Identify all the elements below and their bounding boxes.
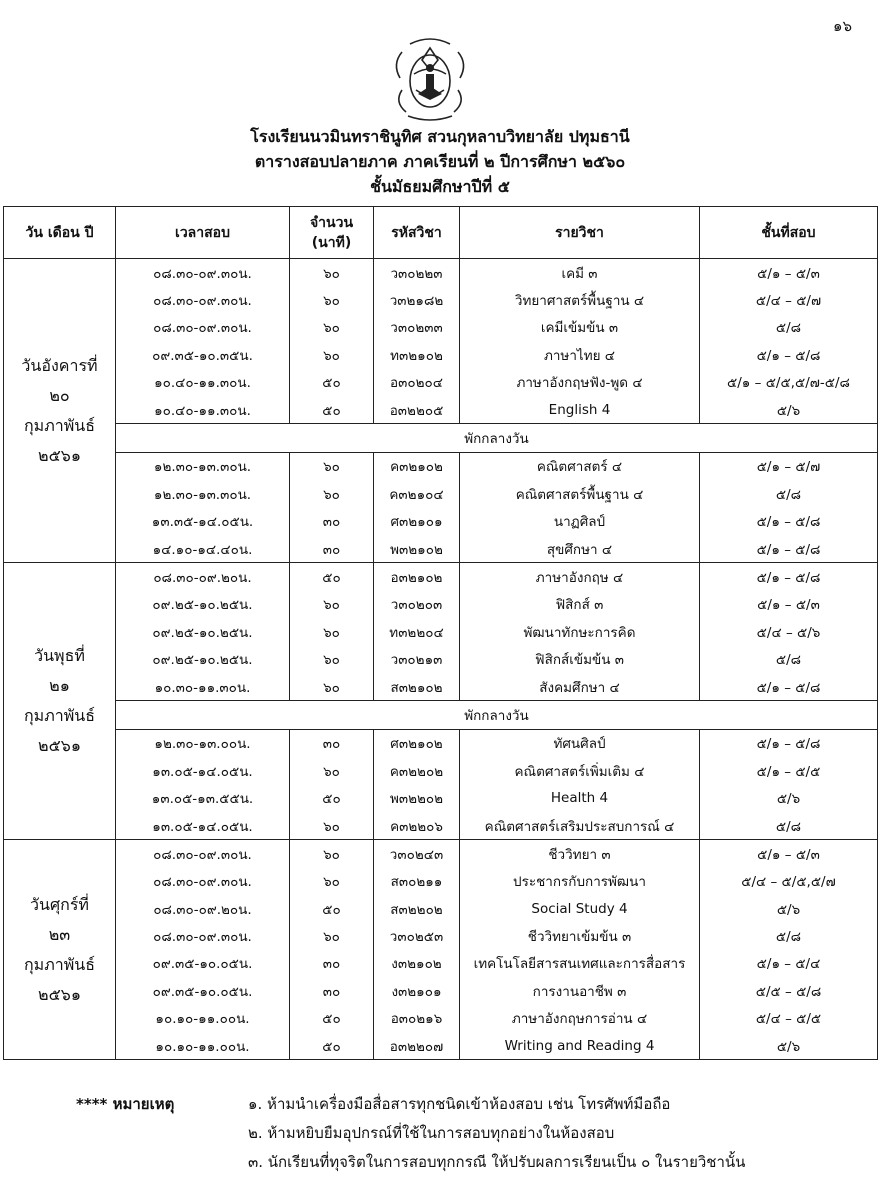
cell-room: ๕/๑ – ๕/๔ bbox=[700, 950, 878, 977]
school-emblem-logo bbox=[386, 34, 474, 124]
cell-room: ๕/๑ – ๕/๘ bbox=[700, 535, 878, 563]
cell-code: ว๓๐๒๒๓ bbox=[374, 259, 460, 287]
exam-row bbox=[4, 757, 878, 784]
remark-item: ๓. นักเรียนที่ทุจริตในการสอบทุกกรณี ให้ปรับผลการเรียนเป็น ๐ ในรายวิชานั้น bbox=[248, 1153, 746, 1171]
cell-subject: ภาษาอังกฤษฟัง-พูด ๔ bbox=[460, 369, 700, 396]
exam-row bbox=[4, 812, 878, 840]
cell-subject: คณิตศาสตร์เพิ่มเติม ๔ bbox=[460, 757, 700, 784]
cell-room: ๕/๔ – ๕/๖ bbox=[700, 618, 878, 645]
cell-minutes: ๖๐ bbox=[290, 452, 374, 480]
cell-code: ว๓๐๒๑๓ bbox=[374, 645, 460, 672]
cell-room: ๕/๔ – ๕/๗ bbox=[700, 286, 878, 313]
cell-time: ๑๓.๐๕-๑๓.๕๕น. bbox=[116, 784, 290, 811]
cell-room: ๕/๖ bbox=[700, 396, 878, 424]
header-room: ชั้นที่สอบ bbox=[700, 207, 878, 259]
remarks-list bbox=[248, 1090, 868, 1177]
cell-code: ส๓๐๒๑๑ bbox=[374, 868, 460, 895]
header-minutes bbox=[290, 207, 374, 259]
cell-code: อ๓๒๑๐๒ bbox=[374, 563, 460, 591]
cell-code: ศ๓๒๑๐๒ bbox=[374, 729, 460, 757]
cell-time: ๐๙.๓๕-๑๐.๐๕น. bbox=[116, 950, 290, 977]
cell-time: ๑๐.๔๐-๑๑.๓๐น. bbox=[116, 396, 290, 424]
exam-day-month: กุมภาพันธ์ bbox=[23, 706, 95, 726]
cell-room: ๕/๑ – ๕/๕,๕/๗-๕/๘ bbox=[700, 369, 878, 396]
cell-subject: ชีววิทยา ๓ bbox=[460, 840, 700, 868]
exam-row bbox=[4, 1005, 878, 1032]
exam-day-day: วันอังคารที่ bbox=[21, 355, 98, 375]
cell-subject: ภาษาอังกฤษ ๔ bbox=[460, 563, 700, 591]
cell-subject: นาฏศิลป์ bbox=[460, 508, 700, 535]
cell-code: ศ๓๒๑๐๑ bbox=[374, 508, 460, 535]
header-minutes-line1: จำนวน bbox=[309, 214, 354, 231]
exam-row bbox=[4, 369, 878, 396]
cell-room: ๕/๑ – ๕/๗ bbox=[700, 452, 878, 480]
exam-row bbox=[4, 618, 878, 645]
exam-day-cell bbox=[4, 259, 116, 563]
cell-time: ๑๓.๐๕-๑๔.๐๕น. bbox=[116, 812, 290, 840]
cell-code: ส๓๒๑๐๒ bbox=[374, 673, 460, 701]
cell-minutes: ๕๐ bbox=[290, 1005, 374, 1032]
cell-minutes: ๓๐ bbox=[290, 729, 374, 757]
cell-time: ๑๐.๑๐-๑๑.๐๐น. bbox=[116, 1032, 290, 1060]
cell-minutes: ๖๐ bbox=[290, 757, 374, 784]
cell-code: ว๓๒๑๘๒ bbox=[374, 286, 460, 313]
schedule-title: ตารางสอบปลายภาค ภาคเรียนที่ ๒ ปีการศึกษา ๒๕๖๐ bbox=[254, 152, 626, 171]
exam-row bbox=[4, 895, 878, 922]
cell-subject: คณิตศาสตร์พื้นฐาน ๔ bbox=[460, 480, 700, 507]
cell-minutes: ๖๐ bbox=[290, 645, 374, 672]
cell-time: ๑๐.๔๐-๑๑.๓๐น. bbox=[116, 369, 290, 396]
cell-minutes: ๖๐ bbox=[290, 840, 374, 868]
cell-minutes: ๖๐ bbox=[290, 259, 374, 287]
exam-day-date: ๒๓ bbox=[48, 924, 71, 944]
cell-subject: Health 4 bbox=[460, 784, 700, 811]
cell-code: ง๓๒๑๐๒ bbox=[374, 950, 460, 977]
exam-row bbox=[4, 784, 878, 811]
school-name: โรงเรียนนวมินทราชินูทิศ สวนกุหลาบวิทยาลัย ปทุมธานี bbox=[250, 127, 630, 146]
exam-row bbox=[4, 977, 878, 1004]
cell-minutes: ๕๐ bbox=[290, 1032, 374, 1060]
cell-time: ๑๒.๓๐-๑๓.๐๐น. bbox=[116, 729, 290, 757]
exam-row bbox=[4, 452, 878, 480]
exam-row bbox=[4, 259, 878, 287]
cell-time: ๐๙.๒๕-๑๐.๒๕น. bbox=[116, 591, 290, 618]
lunch-break-label: พักกลางวัน bbox=[116, 424, 878, 452]
exam-row bbox=[4, 341, 878, 368]
cell-time: ๑๓.๓๕-๑๔.๐๕น. bbox=[116, 508, 290, 535]
cell-code: ค๓๒๒๐๒ bbox=[374, 757, 460, 784]
cell-room: ๕/๑ – ๕/๘ bbox=[700, 341, 878, 368]
cell-minutes: ๕๐ bbox=[290, 563, 374, 591]
cell-room: ๕/๘ bbox=[700, 480, 878, 507]
cell-code: อ๓๐๒๐๔ bbox=[374, 369, 460, 396]
exam-row bbox=[4, 591, 878, 618]
exam-row bbox=[4, 508, 878, 535]
cell-minutes: ๕๐ bbox=[290, 396, 374, 424]
header-row bbox=[4, 207, 878, 259]
cell-time: ๐๘.๓๐-๐๙.๓๐น. bbox=[116, 922, 290, 949]
cell-room: ๕/๘ bbox=[700, 645, 878, 672]
header-time: เวลาสอบ bbox=[116, 207, 290, 259]
exam-day-date: ๒๐ bbox=[49, 385, 70, 405]
cell-time: ๐๘.๓๐-๐๙.๓๐น. bbox=[116, 314, 290, 341]
exam-row bbox=[4, 1032, 878, 1060]
cell-subject: ภาษาอังกฤษการอ่าน ๔ bbox=[460, 1005, 700, 1032]
remark-item: ๑. ห้ามนำเครื่องมือสื่อสารทุกชนิดเข้าห้องสอบ เช่น โทรศัพท์มือถือ bbox=[248, 1095, 671, 1113]
cell-time: ๐๘.๓๐-๐๙.๓๐น. bbox=[116, 259, 290, 287]
cell-subject: เคมีเข้มข้น ๓ bbox=[460, 314, 700, 341]
cell-minutes: ๖๐ bbox=[290, 341, 374, 368]
exam-schedule-table bbox=[3, 206, 878, 1060]
exam-day-month: กุมภาพันธ์ bbox=[23, 415, 95, 435]
cell-room: ๕/๑ – ๕/๘ bbox=[700, 729, 878, 757]
cell-room: ๕/๕ – ๕/๘ bbox=[700, 977, 878, 1004]
cell-code: พ๓๒๑๐๒ bbox=[374, 535, 460, 563]
cell-time: ๑๒.๓๐-๑๓.๓๐น. bbox=[116, 452, 290, 480]
cell-time: ๑๓.๐๕-๑๔.๐๕น. bbox=[116, 757, 290, 784]
cell-room: ๕/๑ – ๕/๕ bbox=[700, 757, 878, 784]
exam-row bbox=[4, 535, 878, 563]
cell-subject: Writing and Reading 4 bbox=[460, 1032, 700, 1060]
cell-subject: สุขศึกษา ๔ bbox=[460, 535, 700, 563]
cell-room: ๕/๑ – ๕/๘ bbox=[700, 563, 878, 591]
cell-code: ท๓๒๒๐๔ bbox=[374, 618, 460, 645]
cell-time: ๐๙.๓๕-๑๐.๓๕น. bbox=[116, 341, 290, 368]
remarks-label: **** หมายเหตุ bbox=[76, 1095, 175, 1113]
cell-code: ท๓๒๑๐๒ bbox=[374, 341, 460, 368]
cell-subject: สังคมศึกษา ๔ bbox=[460, 673, 700, 701]
cell-code: อ๓๒๒๐๕ bbox=[374, 396, 460, 424]
cell-time: ๐๘.๓๐-๐๙.๒๐น. bbox=[116, 895, 290, 922]
header-date: วัน เดือน ปี bbox=[4, 207, 116, 259]
exam-day-day: วันศุกร์ที่ bbox=[30, 894, 89, 914]
cell-minutes: ๕๐ bbox=[290, 895, 374, 922]
schedule-body bbox=[4, 259, 878, 1060]
cell-room: ๕/๘ bbox=[700, 812, 878, 840]
cell-room: ๕/๘ bbox=[700, 922, 878, 949]
exam-row bbox=[4, 729, 878, 757]
cell-minutes: ๕๐ bbox=[290, 784, 374, 811]
cell-time: ๐๘.๓๐-๐๙.๓๐น. bbox=[116, 868, 290, 895]
cell-code: ส๓๒๒๐๒ bbox=[374, 895, 460, 922]
cell-time: ๐๙.๒๕-๑๐.๒๕น. bbox=[116, 618, 290, 645]
exam-day-day: วันพุธที่ bbox=[34, 646, 85, 666]
document-heading bbox=[0, 124, 880, 199]
cell-subject: ประชากรกับการพัฒนา bbox=[460, 868, 700, 895]
cell-time: ๐๙.๒๕-๑๐.๒๕น. bbox=[116, 645, 290, 672]
cell-room: ๕/๑ – ๕/๓ bbox=[700, 591, 878, 618]
exam-day-cell bbox=[4, 563, 116, 840]
cell-subject: Social Study 4 bbox=[460, 895, 700, 922]
cell-minutes: ๖๐ bbox=[290, 480, 374, 507]
cell-room: ๕/๘ bbox=[700, 314, 878, 341]
cell-room: ๕/๑ – ๕/๓ bbox=[700, 259, 878, 287]
cell-time: ๑๐.๑๐-๑๑.๐๐น. bbox=[116, 1005, 290, 1032]
cell-time: ๑๐.๓๐-๑๑.๓๐น. bbox=[116, 673, 290, 701]
cell-room: ๕/๖ bbox=[700, 895, 878, 922]
cell-subject: ภาษาไทย ๔ bbox=[460, 341, 700, 368]
cell-time: ๐๘.๓๐-๐๙.๒๐น. bbox=[116, 563, 290, 591]
cell-room: ๕/๖ bbox=[700, 1032, 878, 1060]
cell-code: ว๓๐๒๕๓ bbox=[374, 922, 460, 949]
cell-minutes: ๖๐ bbox=[290, 591, 374, 618]
cell-minutes: ๓๐ bbox=[290, 950, 374, 977]
exam-day-year: ๒๕๖๑ bbox=[38, 984, 81, 1004]
cell-room: ๕/๑ – ๕/๘ bbox=[700, 673, 878, 701]
cell-subject: English 4 bbox=[460, 396, 700, 424]
exam-row bbox=[4, 314, 878, 341]
exam-row bbox=[4, 563, 878, 591]
lunch-break-row bbox=[4, 424, 878, 452]
cell-minutes: ๕๐ bbox=[290, 369, 374, 396]
exam-day-cell bbox=[4, 840, 116, 1060]
cell-minutes: ๖๐ bbox=[290, 618, 374, 645]
cell-code: ว๓๐๒๓๓ bbox=[374, 314, 460, 341]
header-subject: รายวิชา bbox=[460, 207, 700, 259]
exam-day-year: ๒๕๖๑ bbox=[38, 445, 81, 465]
cell-subject: เคมี ๓ bbox=[460, 259, 700, 287]
cell-subject: พัฒนาทักษะการคิด bbox=[460, 618, 700, 645]
cell-minutes: ๖๐ bbox=[290, 286, 374, 313]
exam-day-year: ๒๕๖๑ bbox=[38, 736, 81, 756]
page-number: ๑๖ bbox=[832, 17, 852, 35]
header-minutes-line2: (นาที) bbox=[311, 234, 352, 251]
lunch-break-row bbox=[4, 701, 878, 729]
cell-minutes: ๓๐ bbox=[290, 508, 374, 535]
cell-subject: การงานอาชีพ ๓ bbox=[460, 977, 700, 1004]
cell-minutes: ๖๐ bbox=[290, 922, 374, 949]
cell-time: ๑๒.๓๐-๑๓.๓๐น. bbox=[116, 480, 290, 507]
exam-row bbox=[4, 673, 878, 701]
exam-row bbox=[4, 480, 878, 507]
cell-subject: ทัศนศิลป์ bbox=[460, 729, 700, 757]
cell-room: ๕/๔ – ๕/๕ bbox=[700, 1005, 878, 1032]
exam-row bbox=[4, 922, 878, 949]
cell-room: ๕/๖ bbox=[700, 784, 878, 811]
cell-subject: คณิตศาสตร์ ๔ bbox=[460, 452, 700, 480]
cell-code: พ๓๒๒๐๒ bbox=[374, 784, 460, 811]
cell-code: ค๓๒๑๐๒ bbox=[374, 452, 460, 480]
remark-item: ๒. ห้ามหยิบยืมอุปกรณ์ที่ใช้ในการสอบทุกอย่างในห้องสอบ bbox=[248, 1124, 615, 1142]
cell-subject: ฟิสิกส์ ๓ bbox=[460, 591, 700, 618]
cell-subject: คณิตศาสตร์เสริมประสบการณ์ ๔ bbox=[460, 812, 700, 840]
cell-code: อ๓๒๒๐๗ bbox=[374, 1032, 460, 1060]
exam-row bbox=[4, 396, 878, 424]
cell-time: ๐๘.๓๐-๐๙.๓๐น. bbox=[116, 840, 290, 868]
exam-day-date: ๒๑ bbox=[49, 676, 70, 696]
cell-time: ๐๘.๓๐-๐๙.๓๐น. bbox=[116, 286, 290, 313]
grade-level: ชั้นมัธยมศึกษาปีที่ ๕ bbox=[370, 177, 510, 196]
exam-row bbox=[4, 645, 878, 672]
cell-time: ๑๔.๑๐-๑๔.๔๐น. bbox=[116, 535, 290, 563]
cell-minutes: ๖๐ bbox=[290, 314, 374, 341]
cell-minutes: ๓๐ bbox=[290, 535, 374, 563]
cell-subject: ฟิสิกส์เข้มข้น ๓ bbox=[460, 645, 700, 672]
cell-minutes: ๓๐ bbox=[290, 977, 374, 1004]
cell-minutes: ๖๐ bbox=[290, 673, 374, 701]
exam-row bbox=[4, 840, 878, 868]
cell-subject: วิทยาศาสตร์พื้นฐาน ๔ bbox=[460, 286, 700, 313]
cell-time: ๐๙.๓๕-๑๐.๐๕น. bbox=[116, 977, 290, 1004]
exam-day-month: กุมภาพันธ์ bbox=[23, 954, 95, 974]
cell-minutes: ๖๐ bbox=[290, 868, 374, 895]
lunch-break-label: พักกลางวัน bbox=[116, 701, 878, 729]
cell-code: ง๓๒๑๐๑ bbox=[374, 977, 460, 1004]
header-code: รหัสวิชา bbox=[374, 207, 460, 259]
exam-row bbox=[4, 950, 878, 977]
cell-code: ค๓๒๒๐๖ bbox=[374, 812, 460, 840]
cell-subject: เทคโนโลยีสารสนเทศและการสื่อสาร bbox=[460, 950, 700, 977]
cell-code: อ๓๐๒๑๖ bbox=[374, 1005, 460, 1032]
cell-code: ว๓๐๒๔๓ bbox=[374, 840, 460, 868]
cell-room: ๕/๑ – ๕/๘ bbox=[700, 508, 878, 535]
cell-subject: ชีววิทยาเข้มข้น ๓ bbox=[460, 922, 700, 949]
cell-code: ค๓๒๑๐๔ bbox=[374, 480, 460, 507]
cell-code: ว๓๐๒๐๓ bbox=[374, 591, 460, 618]
exam-row bbox=[4, 868, 878, 895]
cell-room: ๕/๑ – ๕/๓ bbox=[700, 840, 878, 868]
exam-row bbox=[4, 286, 878, 313]
cell-minutes: ๖๐ bbox=[290, 812, 374, 840]
cell-room: ๕/๔ – ๕/๕,๕/๗ bbox=[700, 868, 878, 895]
